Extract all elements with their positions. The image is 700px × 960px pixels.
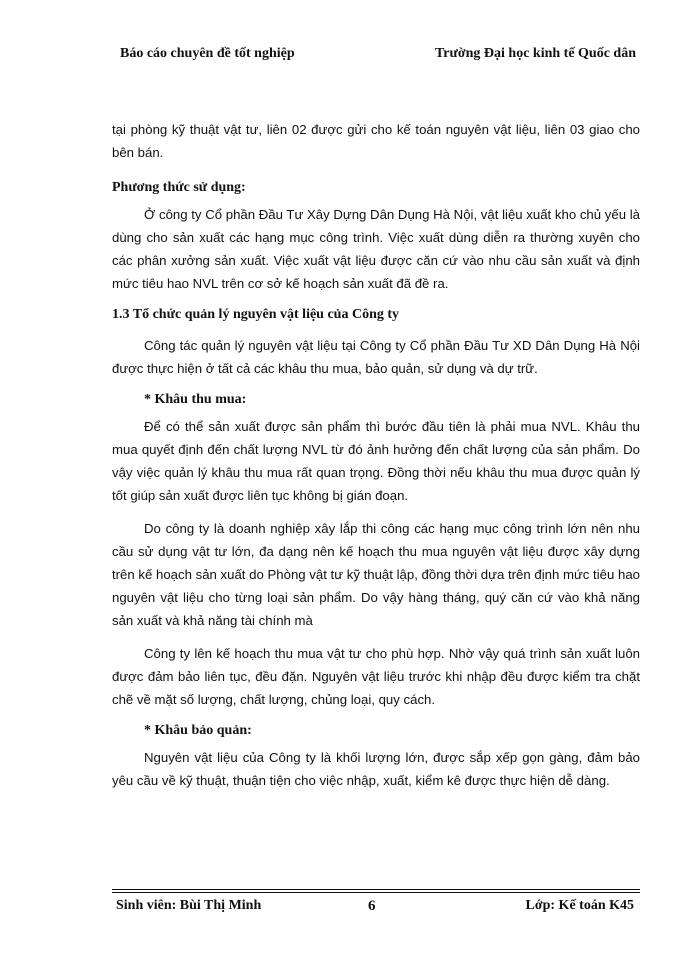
paragraph-usage: Ở công ty Cổ phần Đầu Tư Xây Dựng Dân Dụng Hà Nội, vật liệu xuất kho chủ yếu là dùng cho sản xuất các hạng mục công trình. Việc xuất dùng diễn ra thường xuyên cho các phân xưởng sản xuất. Việc xuất vật liệu được căn cứ vào nhu cầu sản xuất và định mức tiêu hao NVL trên cơ sở kế hoạch sản xuất đã đề ra. <box>112 207 640 291</box>
header-university: Trường Đại học kinh tế Quốc dân <box>434 46 636 61</box>
paragraph-purchasing-1: Để có thể sản xuất được sản phẩm thì bước đầu tiên là phải mua NVL. Khâu thu mua quyết định đến chất lượng NVL từ đó ảnh hưởng đến chất lượng của sản phẩm. Do vậy việc quản lý khâu thu mua rất quan trọng. Đồng thời nếu khâu thu mua được quản lý tốt giúp sản xuất được liên tục không bị gián đoạn. <box>112 419 640 503</box>
subheading-storage: * Khâu bảo quản: <box>144 723 252 738</box>
footer-class: Lớp: Kế toán K45 <box>525 898 634 913</box>
paragraph-storage: Nguyên vật liệu của Công ty là khối lượng lớn, được sắp xếp gọn gàng, đảm bảo yêu cầu về kỹ thuật, thuận tiện cho việc nhập, xuất, kiểm kê được thực hiện dễ dàng. <box>112 750 640 788</box>
paragraph-purchasing-2: Do công ty là doanh nghiệp xây lắp thi công các hạng mục công trình lớn nên nhu cầu sử dụng vật tư lớn, đa dạng nên kế hoạch thu mua nguyên vật liệu được xây dựng trên kế hoạch sản xuất do Phòng vật tư kỹ thuật lập, đồng thời dựa trên định mức tiêu hao nguyên vật liệu cho từng loại sản phẩm. Do vậy hàng tháng, quý căn cứ vào khả năng sản xuất và khả năng tài chính mà <box>112 521 640 628</box>
paragraph-continuation: tại phòng kỹ thuật vật tư, liên 02 được gửi cho kế toán nguyên vật liệu, liên 03 giao cho bên bán. <box>112 122 640 160</box>
heading-usage-method: Phương thức sử dụng: <box>112 180 246 195</box>
section-heading-1-3: 1.3 Tổ chức quản lý nguyên vật liệu của Công ty <box>112 307 400 322</box>
paragraph-management-overview: Công tác quản lý nguyên vật liệu tại Công ty Cổ phần Đầu Tư XD Dân Dụng Hà Nội được thực hiện ở tất cả các khâu thu mua, bảo quản, sử dụng và dự trữ. <box>112 338 640 376</box>
document-body <box>112 118 640 792</box>
header-report-title: Báo cáo chuyên đề tốt nghiệp <box>120 46 295 61</box>
footer-student-name: Sinh viên: Bùi Thị Minh <box>116 898 262 913</box>
subheading-purchasing: * Khâu thu mua: <box>144 392 247 407</box>
footer-rule-second <box>112 892 640 893</box>
paragraph-purchasing-3: Công ty lên kế hoạch thu mua vật tư cho phù hợp. Nhờ vậy quá trình sản xuất luôn được đảm bảo liên tục, đều đặn. Nguyên vật liệu trước khi nhập đều được kiểm tra chặt chẽ về mặt số lượng, chất lượng, chủng loại, quy cách. <box>112 646 640 707</box>
page-header <box>112 44 640 64</box>
footer-rule <box>112 889 640 890</box>
page-footer <box>112 898 640 918</box>
page-number: 6 <box>368 898 376 914</box>
